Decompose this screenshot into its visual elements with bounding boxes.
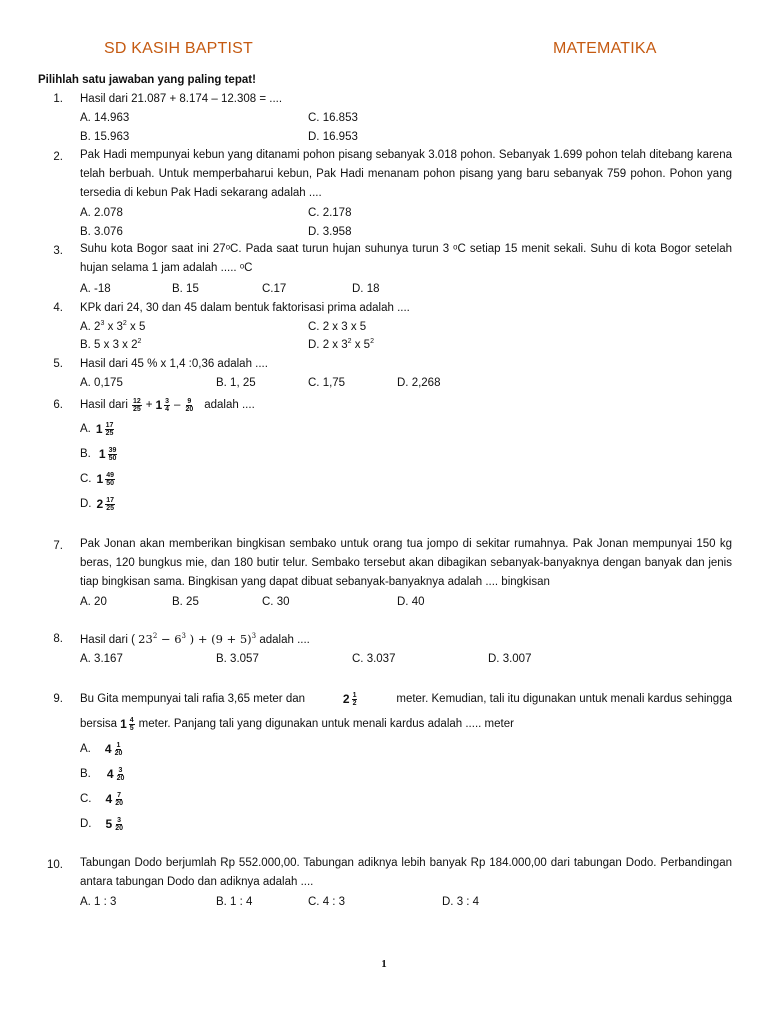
q4-option-d: D. 2 x $3^2$ x $5^2$ (308, 338, 374, 351)
q9-text-line1: Bu Gita mempunyai tali rafia 3,65 meter dan 2 $\frac{1}{2}$ meter. Kemudian, tali itu digunakan untuk menali kardus sehingga (80, 691, 732, 707)
q3-option-c: C.17 (262, 283, 287, 295)
q3-option-a: A. -18 (80, 283, 111, 295)
q7-option-d: D. 40 (397, 596, 425, 608)
q3-option-b: B. 15 (172, 283, 199, 295)
q7-text: Pak Jonan akan memberikan bingkisan sembako untuk orang tua jompo di sekitar rumahnya. Pak Jonan mempunyai 150 kg beras, 120 bungkus mie, dan 180 butir telur. Sembako tersebut akan dibagikan sebanyak-banyaknya dengan banyak dan jenis tiap bingkisan sama. Bingkisan yang dapat dibuat sebanyak-banyaknya adalah .... bingkisan (80, 538, 732, 588)
q1-option-d: D. 16.953 (308, 131, 358, 143)
q1-number: 1. (53, 93, 63, 105)
q2-option-b: B. 3.076 (80, 226, 123, 238)
q7-option-c: C. 30 (262, 596, 290, 608)
q4-number: 4. (53, 302, 63, 314)
q2-option-c: C. 2.178 (308, 207, 352, 219)
school-name: SD KASIH BAPTIST (104, 40, 254, 57)
q6-text: Hasil dari $\frac{12}{25}$ + 1 $\frac{3}{4}$ – $\frac{9}{20}$ adalah .... (80, 397, 255, 413)
q2-number: 2. (53, 151, 63, 163)
q2-option-d: D. 3.958 (308, 226, 352, 238)
q9-option-b: B. 4 $\frac{3}{20}$ (80, 766, 125, 782)
q9-option-d: D. 5 $\frac{3}{20}$ (80, 816, 123, 832)
q6-option-d: D. 2 $\frac{17}{25}$ (80, 496, 114, 512)
q9-text-line2: bersisa 1 $\frac{4}{5}$ meter. Panjang tali yang digunakan untuk menali kardus adalah ..... meter (80, 716, 514, 732)
q9-number: 9. (53, 693, 63, 705)
q8-option-d: D. 3.007 (488, 653, 532, 665)
q5-option-a: A. 0,175 (80, 377, 123, 389)
q8-option-c: C. 3.037 (352, 653, 396, 665)
q3-number: 3. (53, 245, 63, 257)
q9-option-a: A. 4 $\frac{1}{20}$ (80, 741, 123, 757)
subject-name: MATEMATIKA (553, 40, 657, 57)
q7-option-b: B. 25 (172, 596, 199, 608)
q5-number: 5. (53, 358, 63, 370)
q1-option-a: A. 14.963 (80, 112, 130, 124)
q6-option-c: C. 1 $\frac{49}{50}$ (80, 471, 114, 487)
q2-option-a: A. 2.078 (80, 207, 123, 219)
q10-option-b: B. 1 : 4 (216, 896, 253, 908)
q8-option-a: A. 3.167 (80, 653, 123, 665)
q9-option-c: C. 4 $\frac{7}{20}$ (80, 791, 123, 807)
q3-option-d: D. 18 (352, 283, 380, 295)
q5-option-d: D. 2,268 (397, 377, 441, 389)
q10-option-d: D. 3 : 4 (442, 896, 480, 908)
q1-text: Hasil dari 21.087 + 8.174 – 12.308 = .... (80, 93, 283, 105)
q7-option-a: A. 20 (80, 596, 107, 608)
q10-option-c: C. 4 : 3 (308, 896, 346, 908)
q6-number: 6. (53, 399, 63, 411)
q10-text: Tabungan Dodo berjumlah Rp 552.000,00. Tabungan adiknya lebih banyak Rp 184.000,00 dari tabungan Dodo. Perbandingan antara tabungan Dodo dan adiknya adalah .... (80, 857, 732, 888)
q10-number: 10. (47, 859, 63, 871)
q5-text: Hasil dari 45 % x 1,4 :0,36 adalah .... (80, 358, 268, 370)
page-number: 1 (381, 958, 387, 970)
q5-option-b: B. 1, 25 (216, 377, 256, 389)
q5-option-c: C. 1,75 (308, 377, 346, 389)
q4-option-c: C. 2 x 3 x 5 (308, 321, 367, 333)
q1-option-c: C. 16.853 (308, 112, 358, 124)
q4-text: KPk dari 24, 30 dan 45 dalam bentuk faktorisasi prima adalah .... (80, 302, 410, 314)
q4-option-b: B. 5 x 3 x $2^2$ (80, 338, 142, 351)
q8-text: Hasil dari ( $23^2 - 6^3$ ) + $(9 + 5)^3$ adalah .... (80, 632, 310, 646)
q6-option-a: A. 1 $\frac{17}{25}$ (80, 421, 114, 437)
q8-number: 8. (53, 633, 63, 645)
q8-option-b: B. 3.057 (216, 653, 259, 665)
q1-option-b: B. 15.963 (80, 131, 130, 143)
q2-text: Pak Hadi mempunyai kebun yang ditanami pohon pisang sebanyak 3.018 pohon. Sebanyak 1.699 pohon telah ditebang karena telah berbuah. Untuk memperbaharui kebun, Pak Hadi menanam pohon pisang yang baru sebanyak 759 pohon. Pohon yang tersedia di kebun Pak Hadi sekarang adalah .... (80, 149, 732, 199)
q10-option-a: A. 1 : 3 (80, 896, 117, 908)
q7-number: 7. (53, 540, 63, 552)
instruction: Pilihlah satu jawaban yang paling tepat! (38, 74, 256, 86)
q3-text: Suhu kota Bogor saat ini 27ᵒC. Pada saat turun hujan suhunya turun 3 ᵒC setiap 15 menit sekali. Suhu di kota Bogor setelah hujan selama 1 jam adalah ..... ᵒC (80, 243, 732, 274)
q6-option-b: B. 1 $\frac{39}{50}$ (80, 446, 117, 462)
q4-option-a: A. $2^3$ x $3^2$ x 5 (80, 320, 146, 333)
